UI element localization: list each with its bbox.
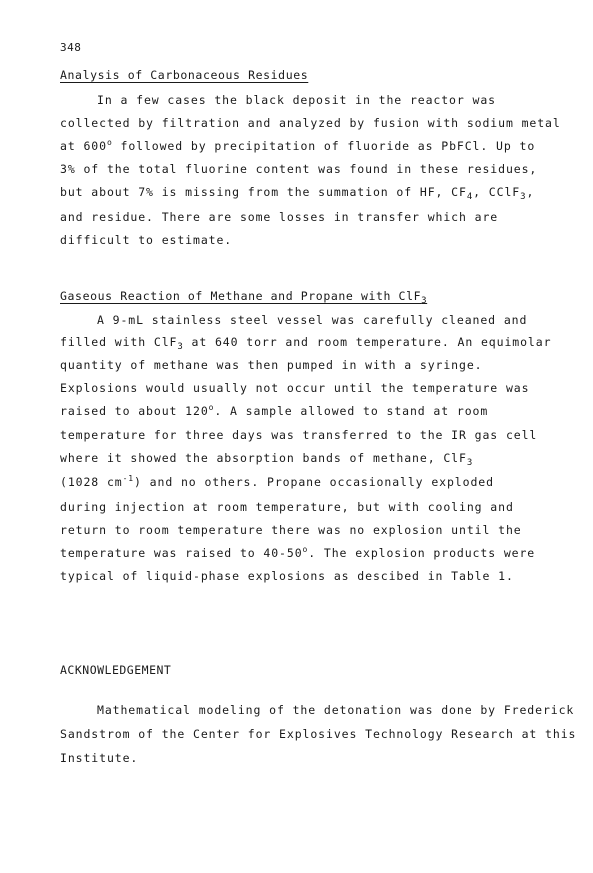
paragraph-line: difficult to estimate. — [60, 233, 233, 247]
paragraph-line: during injection at room temperature, but with cooling and — [60, 500, 514, 514]
paragraph-line: raised to about 120$^o$. A sample allowed to stand at room — [60, 403, 489, 418]
paragraph-line: temperature was raised to 40-50$^o$. The explosion products were — [60, 545, 536, 560]
section-heading-acknowledgement: ACKNOWLEDGEMENT — [60, 663, 172, 677]
paragraph-line: temperature for three days was transferred to the IR gas cell — [60, 428, 538, 442]
paragraph-line: but about 7% is missing from the summation of HF, $CF_4$, CClF$_3$, — [60, 185, 535, 202]
paragraph-line: filled with ClF$_3$ at 640 torr and room temperature. An equimolar — [60, 335, 552, 352]
paragraph-line: where it showed the absorption bands of methane, ClF$_3$ — [60, 451, 474, 468]
paragraph-line: collected by filtration and analyzed by fusion with sodium metal — [60, 116, 561, 130]
paragraph-line: typical of liquid-phase explosions as descibed in Table 1. — [60, 569, 514, 583]
paragraph-line: 3% of the total fluorine content was found in these residues, — [60, 162, 538, 176]
paragraph-line: Institute. — [60, 751, 139, 765]
paragraph-line: quantity of methane was then pumped in with a syringe. — [60, 358, 483, 372]
paragraph-line: and residue. There are some losses in transfer which are — [60, 210, 499, 224]
paragraph-line: at 600$^o$ followed by precipitation of fluoride as PbFCl. Up to — [60, 138, 536, 153]
paragraph-line: return to room temperature there was no explosion until the — [60, 523, 522, 537]
paragraph-line: In a few cases the black deposit in the reactor was — [97, 93, 497, 107]
paragraph-line: (1028 $cm^{-1}$) and no others. Propane occasionally exploded — [60, 474, 494, 489]
section-heading-gaseous-reaction: Gaseous Reaction of Methane and Propane with ClF$_3$ — [60, 289, 428, 306]
page-number: 348 — [60, 41, 82, 54]
section-heading-carbonaceous: Analysis of Carbonaceous Residues — [60, 68, 309, 82]
paragraph-line: Sandstrom of the Center for Explosives Technology Research at this — [60, 727, 577, 741]
paragraph-line: Explosions would usually not occur until the temperature was — [60, 381, 530, 395]
paragraph-line: A 9-mL stainless steel vessel was carefully cleaned and — [97, 313, 528, 327]
paragraph-line: Mathematical modeling of the detonation was done by Frederick — [97, 703, 575, 717]
